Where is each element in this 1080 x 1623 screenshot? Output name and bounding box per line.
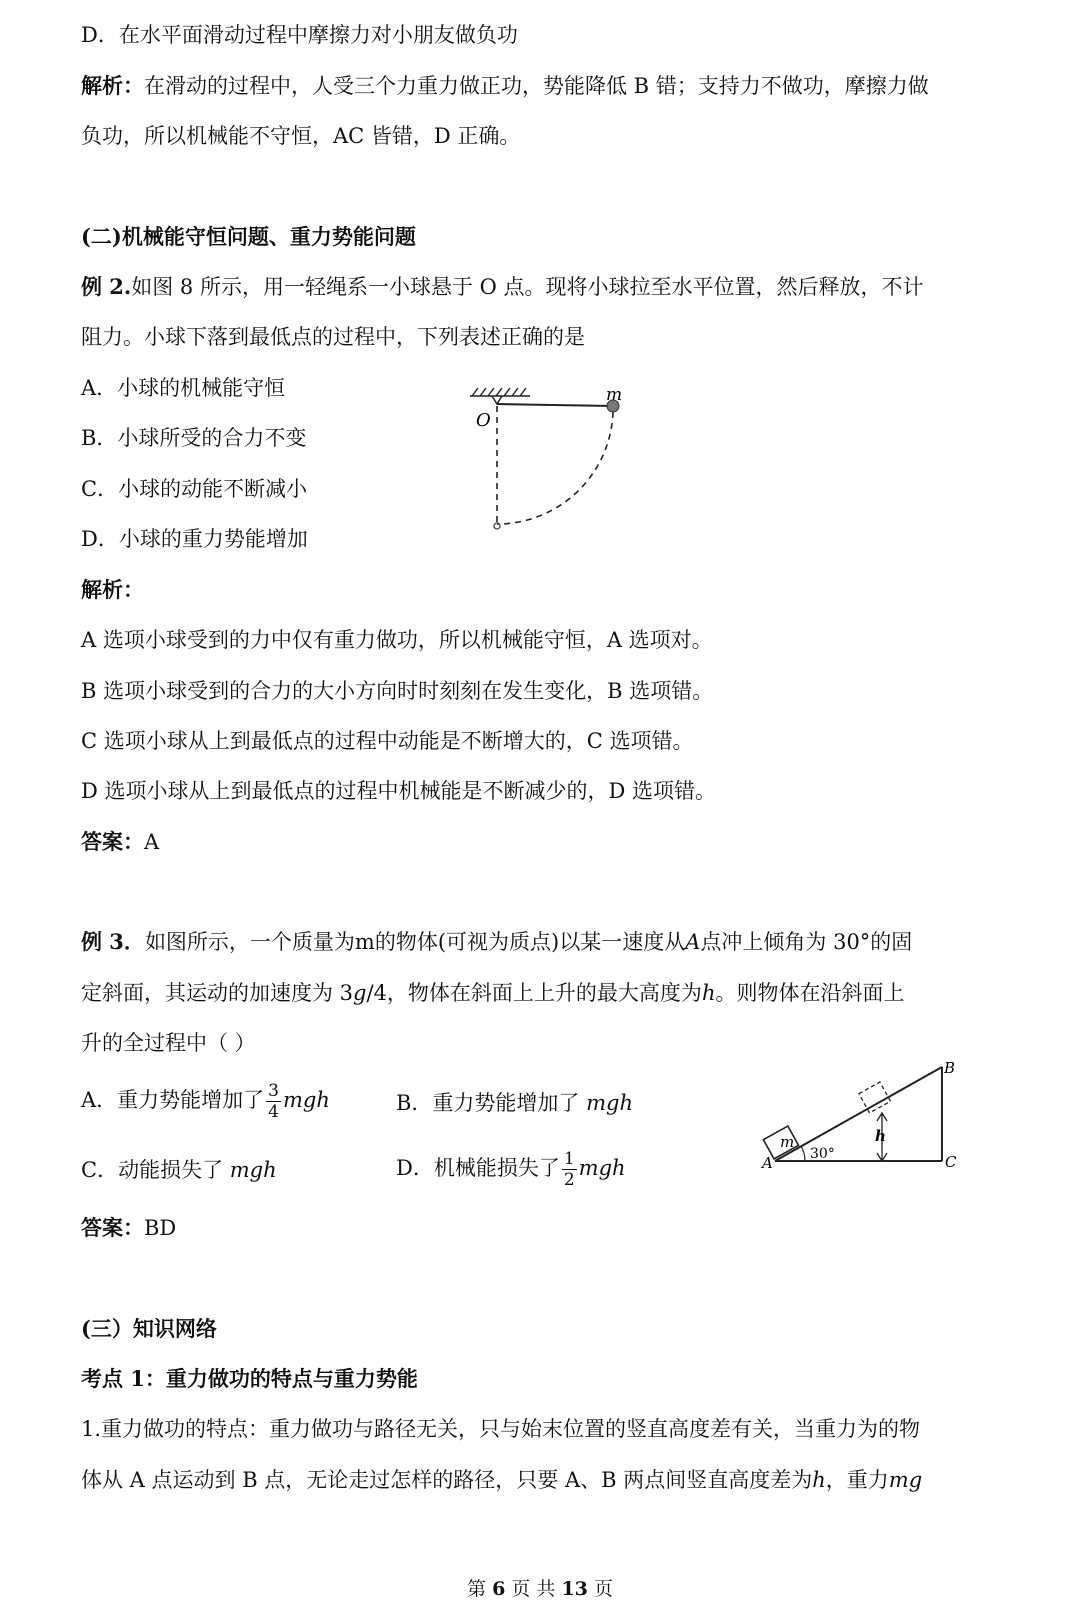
incline-surface [775,1067,942,1161]
example2-analysis-b: B 选项小球受到的合力的大小方向时时刻刻在发生变化，B 选项错。 [81,679,714,703]
example2-analysis-d: D 选项小球从上到最低点的过程中机械能是不断减少的，D 选项错。 [81,779,717,803]
example2-label: 例 2. [81,274,132,299]
example3-g: g [353,981,367,1005]
label-b: B [944,1059,956,1077]
key-point-1: 考点 1：重力做功的特点与重力势能 [81,1366,418,1391]
example3-line1 [81,927,912,957]
pendulum-figure [460,382,650,542]
section3-p1-line1: 1.重力做功的特点：重力做功与路径无关，只与始末位置的竖直高度差有关，当重力为的物 [81,1417,921,1441]
option-d-text: D．机械能损失了 [396,1156,560,1180]
example3-option-c [81,1150,277,1190]
example2-answer-label: 答案： [81,829,144,854]
incline-figure [760,1055,970,1180]
example3-text1b: 点冲上倾角为 30°的固 [700,930,913,954]
example2-text1: 如图 8 所示，用一轻绳系一小球悬于 O 点。现将小球拉至水平位置，然后释放，不计 [131,275,924,299]
section3-p1-line2 [81,1465,922,1495]
trajectory-arc [497,412,613,524]
example3-line2 [81,978,904,1008]
example2-line1 [81,272,924,302]
label-m: m [780,1133,795,1151]
example3-option-a [81,1080,330,1122]
footer-page-number: 6 [492,1578,506,1600]
example3-option-d [396,1148,626,1190]
prev-analysis-line1 [81,71,929,101]
fraction-den: 2 [563,1170,575,1190]
prev-analysis-line2: 负功，所以机械能不守恒，AC 皆错，D 正确。 [81,124,521,148]
example3-text2a: 定斜面，其运动的加速度为 3 [81,981,354,1005]
prev-analysis-label: 解析： [81,73,144,98]
option-c-text: C．动能损失了 [81,1158,224,1182]
fraction-num: 3 [268,1081,279,1101]
angle-arc [801,1146,805,1161]
option-b-text: B．重力势能增加了 [396,1091,580,1115]
example3-text2c: 。则物体在沿斜面上 [715,981,905,1005]
pivot-mark [492,396,502,404]
example3-answer-value: BD [144,1216,177,1240]
example3-h: h [701,981,716,1005]
prev-analysis-text1: 在滑动的过程中，人受三个力重力做正功，势能降低 B 错；支持力不做功，摩擦力做 [144,74,929,98]
option-a-mgh: mgh [283,1088,330,1112]
option-c-mgh: mgh [229,1158,277,1182]
example3-text2b: /4，物体在斜面上上升的最大高度为 [366,981,702,1005]
option-a-text: A．重力势能增加了 [81,1088,265,1112]
label-m: m [606,385,623,405]
example3-answer [81,1213,176,1243]
label-c: C [945,1153,957,1171]
example2-answer-value: A [144,830,160,854]
example3-answer-label: 答案： [81,1215,144,1240]
fraction-num: 1 [563,1149,575,1169]
example3-point-a: A [685,930,701,954]
example3-option-b [396,1083,633,1123]
option-d-mgh: mgh [578,1156,626,1180]
string-horizontal [497,404,613,406]
ceiling-hatch [470,388,530,396]
fraction-3-4 [266,1081,281,1122]
example3-line3: 升的全过程中（ ） [81,1031,256,1055]
section2-title: (二)机械能守恒问题、重力势能问题 [81,224,416,249]
p1-line2-text-a: 体从 A 点运动到 B 点，无论走过怎样的路径，只要 A、B 两点间竖直高度差为 [81,1468,813,1492]
example3-text1a: 如图所示，一个质量为m的物体(可视为质点)以某一速度从 [144,930,686,954]
page-footer [0,1576,1080,1602]
ball-bottom [494,523,500,529]
example2-option-c: C．小球的动能不断减小 [81,477,308,501]
example2-analysis-label: 解析： [81,577,144,602]
footer-mid: 页 共 [511,1578,556,1600]
example2-option-b: B．小球所受的合力不变 [81,426,307,450]
fraction-1-2 [562,1149,577,1190]
example2-analysis-a: A 选项小球受到的力中仅有重力做功，所以机械能守恒，A 选项对。 [81,628,713,652]
option-b-mgh: mgh [586,1091,634,1115]
label-h: h [875,1127,886,1145]
fraction-den: 4 [268,1102,279,1122]
label-angle: 30° [810,1146,835,1162]
label-o: O [476,410,491,431]
example2-option-d: D．小球的重力势能增加 [81,527,308,551]
footer-suffix: 页 [593,1578,613,1600]
example2-answer [81,827,159,857]
prev-option-d: D．在水平面滑动过程中摩擦力对小朋友做负功 [81,23,518,47]
footer-prefix: 第 [467,1578,487,1600]
p1-line2-text-b: ，重力 [825,1468,889,1492]
footer-total-pages: 13 [561,1578,588,1600]
example3-label: 例 3． [81,929,145,954]
section3-title: (三）知识网络 [81,1316,217,1341]
example2-analysis-c: C 选项小球从上到最低点的过程中动能是不断增大的，C 选项错。 [81,729,694,753]
example2-line2: 阻力。小球下落到最低点的过程中，下列表述正确的是 [81,325,585,349]
p1-line2-mg: mg [888,1468,923,1492]
p1-line2-h: h [812,1468,826,1492]
label-a: A [762,1154,773,1172]
example2-option-a: A．小球的机械能守恒 [81,376,286,400]
